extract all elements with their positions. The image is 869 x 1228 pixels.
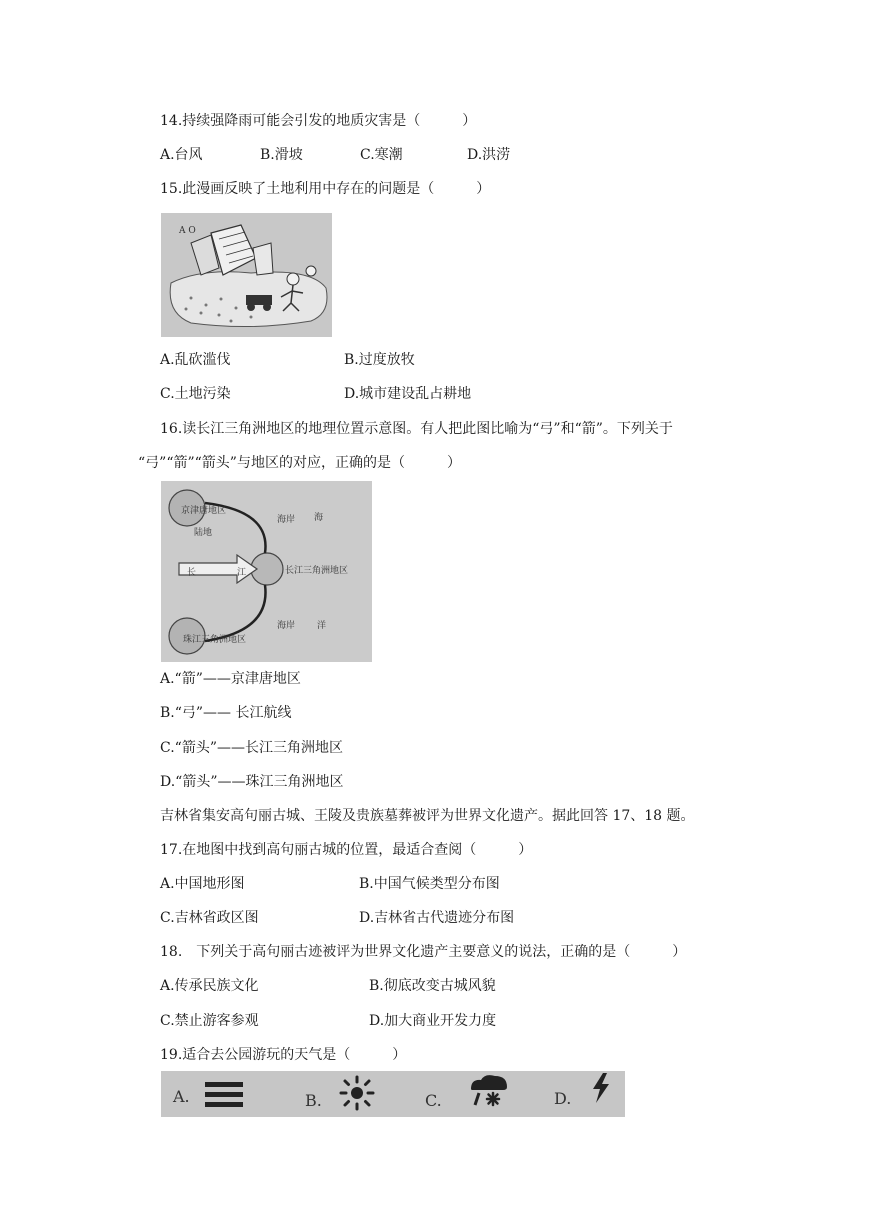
svg-text:A O: A O bbox=[179, 226, 196, 236]
land-use-cartoon bbox=[161, 213, 332, 337]
q19-stem: 19.适合去公园游玩的天气是（ ） bbox=[160, 1047, 407, 1063]
q15-option-d: D.城市建设乱占耕地 bbox=[344, 386, 472, 402]
q15-option-b: B.过度放牧 bbox=[344, 352, 415, 368]
label-ocean: 洋 bbox=[317, 621, 327, 631]
sunny-icon bbox=[339, 1075, 375, 1111]
q15-stem: 15.此漫画反映了土地利用中存在的问题是（ ） bbox=[160, 181, 491, 197]
intro-17-18: 吉林省集安高句丽古城、王陵及贵族墓葬被评为世界文化遗产。据此回答 17、18 题。 bbox=[160, 808, 695, 824]
q16-option-c: C.“箭头”——长江三角洲地区 bbox=[160, 740, 343, 756]
q14-option-c: C.寒潮 bbox=[360, 147, 403, 163]
q17-stem: 17.在地图中找到高句丽古城的位置，最适合查阅（ ） bbox=[160, 842, 533, 858]
q17-option-c: C.吉林省政区图 bbox=[160, 910, 259, 926]
q14-option-d: D.洪涝 bbox=[467, 147, 511, 163]
q18-option-a: A.传承民族文化 bbox=[160, 978, 259, 994]
q18-option-b: B.彻底改变古城风貌 bbox=[369, 978, 496, 994]
q17-option-d: D.吉林省古代遗迹分布图 bbox=[359, 910, 515, 926]
q16-stem-line2: “弓”“箭”“箭头”与地区的对应，正确的是（ ） bbox=[138, 455, 461, 471]
label-sea: 海 bbox=[314, 513, 324, 523]
q17-option-b: B.中国气候类型分布图 bbox=[359, 876, 500, 892]
weather-label-a: A. bbox=[173, 1087, 190, 1106]
q18-option-c: C.禁止游客参观 bbox=[160, 1013, 259, 1029]
label-coast-top: 海岸 bbox=[277, 515, 296, 525]
cartoon-drawing bbox=[161, 213, 332, 337]
q16-option-d: D.“箭头”——珠江三角洲地区 bbox=[160, 774, 344, 790]
weather-label-b: B. bbox=[305, 1091, 322, 1110]
q16-option-a: A.“箭”——京津唐地区 bbox=[160, 671, 301, 687]
label-coast-bottom: 海岸 bbox=[277, 621, 296, 631]
label-jiang: 江 bbox=[237, 568, 247, 578]
weather-label-d: D. bbox=[554, 1089, 572, 1108]
q15-option-a: A.乱砍滥伐 bbox=[160, 352, 231, 368]
q16-option-b: B.“弓”—— 长江航线 bbox=[160, 705, 292, 721]
q14-option-b: B.滑坡 bbox=[260, 147, 303, 163]
label-pearl-delta: 珠江三角洲地区 bbox=[183, 635, 247, 645]
weather-label-c: C. bbox=[425, 1091, 442, 1110]
label-jingjintang: 京津唐地区 bbox=[181, 506, 227, 516]
q14-option-a: A.台风 bbox=[160, 147, 203, 163]
label-chang: 长 bbox=[187, 568, 197, 578]
yangtze-delta-diagram bbox=[161, 481, 372, 662]
fog-icon bbox=[205, 1081, 243, 1109]
q14-stem: 14.持续强降雨可能会引发的地质灾害是（ ） bbox=[160, 113, 477, 129]
q18-stem: 18. 下列关于高句丽古迹被评为世界文化遗产主要意义的说法，正确的是（ ） bbox=[160, 944, 687, 960]
weather-symbols-strip bbox=[161, 1071, 625, 1117]
q18-option-d: D.加大商业开发力度 bbox=[369, 1013, 497, 1029]
q15-option-c: C.土地污染 bbox=[160, 386, 231, 402]
lightning-icon bbox=[589, 1073, 613, 1103]
q17-option-a: A.中国地形图 bbox=[160, 876, 245, 892]
label-yangtze-delta: 长江三角洲地区 bbox=[285, 566, 349, 576]
snow-icon bbox=[467, 1073, 511, 1107]
q16-stem-line1: 16.读长江三角洲地区的地理位置示意图。有人把此图比喻为“弓”和“箭”。下列关于 bbox=[160, 421, 673, 437]
label-land: 陆地 bbox=[194, 528, 213, 538]
